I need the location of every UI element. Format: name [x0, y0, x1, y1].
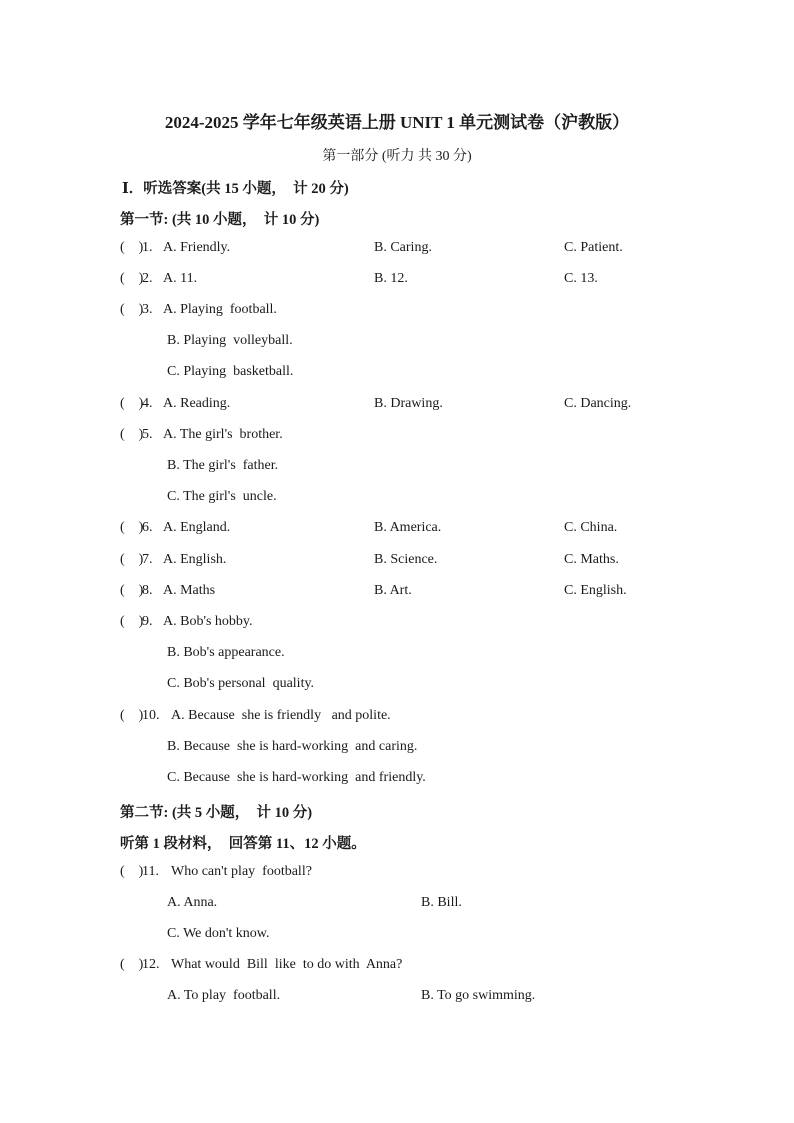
- option-b: B. Drawing.: [374, 396, 443, 411]
- answer-blank: ( ): [120, 520, 144, 535]
- answer-blank: ( ): [120, 240, 144, 255]
- option-b: B. 12.: [374, 271, 408, 286]
- answer-blank: ( ): [120, 614, 144, 629]
- question-number: 2.: [142, 271, 153, 286]
- answer-blank: ( ): [120, 708, 144, 723]
- question-number: 7.: [142, 552, 153, 567]
- question-number: 5.: [142, 427, 153, 442]
- option-a: A. Anna.: [167, 895, 218, 910]
- option-a: A. English.: [163, 552, 227, 567]
- option-a: A. Playing football.: [163, 302, 277, 317]
- question-number: 10.: [142, 708, 160, 723]
- option-a: A. 11.: [163, 271, 198, 286]
- option-a: A. Friendly.: [163, 240, 231, 255]
- option-a: A. England.: [163, 520, 231, 535]
- section-heading-part-1: 第一节: (共 10 小题， 计 10 分): [120, 212, 320, 228]
- option-b: B. Caring.: [374, 240, 432, 255]
- option-a: A. Reading.: [163, 396, 231, 411]
- question-number: 12.: [142, 957, 160, 972]
- question-number: 3.: [142, 302, 153, 317]
- answer-blank: ( ): [120, 396, 144, 411]
- option-c: C. Because she is hard-working and friendly.: [167, 770, 426, 785]
- answer-blank: ( ): [120, 957, 144, 972]
- answer-blank: ( ): [120, 583, 144, 598]
- question-stem: What would Bill like to do with Anna?: [171, 957, 403, 972]
- option-c: C. Playing basketball.: [167, 364, 294, 379]
- option-b: B. The girl's father.: [167, 458, 279, 473]
- exam-title: 2024-2025 学年七年级英语上册 UNIT 1 单元测试卷（沪教版）: [164, 113, 630, 132]
- option-a: A. Because she is friendly and polite.: [171, 708, 391, 723]
- option-b: B. Art.: [374, 583, 412, 598]
- option-c: C. The girl's uncle.: [167, 489, 277, 504]
- option-a: A. The girl's brother.: [163, 427, 283, 442]
- section-heading-part-2: 第二节: (共 5 小题， 计 10 分): [120, 805, 313, 821]
- answer-blank: ( ): [120, 864, 144, 879]
- question-number: 9.: [142, 614, 153, 629]
- instruction-11-12: 听第 1 段材料， 回答第 11、12 小题。: [120, 836, 366, 852]
- option-c: C. Patient.: [564, 240, 623, 255]
- option-b: B. Bob's appearance.: [167, 645, 285, 660]
- option-a: A. Bob's hobby.: [163, 614, 253, 629]
- question-number: 6.: [142, 520, 153, 535]
- option-b: B. Bill.: [421, 895, 462, 910]
- answer-blank: ( ): [120, 271, 144, 286]
- option-c: C. Bob's personal quality.: [167, 676, 315, 691]
- option-b: B. Because she is hard-working and caring.: [167, 739, 418, 754]
- section-heading-listening: Ⅰ．听选答案(共 15 小题， 计 20 分): [122, 181, 349, 197]
- option-c: C. We don't know.: [167, 926, 270, 941]
- option-c: C. Dancing.: [564, 396, 632, 411]
- question-number: 11.: [142, 864, 159, 879]
- option-b: B. To go swimming.: [421, 988, 536, 1003]
- option-c: C. 13.: [564, 271, 598, 286]
- question-number: 8.: [142, 583, 153, 598]
- option-c: C. Maths.: [564, 552, 619, 567]
- question-stem: Who can't play football?: [171, 864, 312, 879]
- question-number: 4.: [142, 396, 153, 411]
- option-a: A. Maths: [163, 583, 216, 598]
- option-b: B. Playing volleyball.: [167, 333, 293, 348]
- part-title: 第一部分 (听力 共 30 分): [322, 149, 472, 164]
- question-number: 1.: [142, 240, 153, 255]
- option-c: C. English.: [564, 583, 627, 598]
- answer-blank: ( ): [120, 302, 144, 317]
- answer-blank: ( ): [120, 552, 144, 567]
- option-a: A. To play football.: [167, 988, 281, 1003]
- answer-blank: ( ): [120, 427, 144, 442]
- option-c: C. China.: [564, 520, 618, 535]
- option-b: B. Science.: [374, 552, 438, 567]
- option-b: B. America.: [374, 520, 442, 535]
